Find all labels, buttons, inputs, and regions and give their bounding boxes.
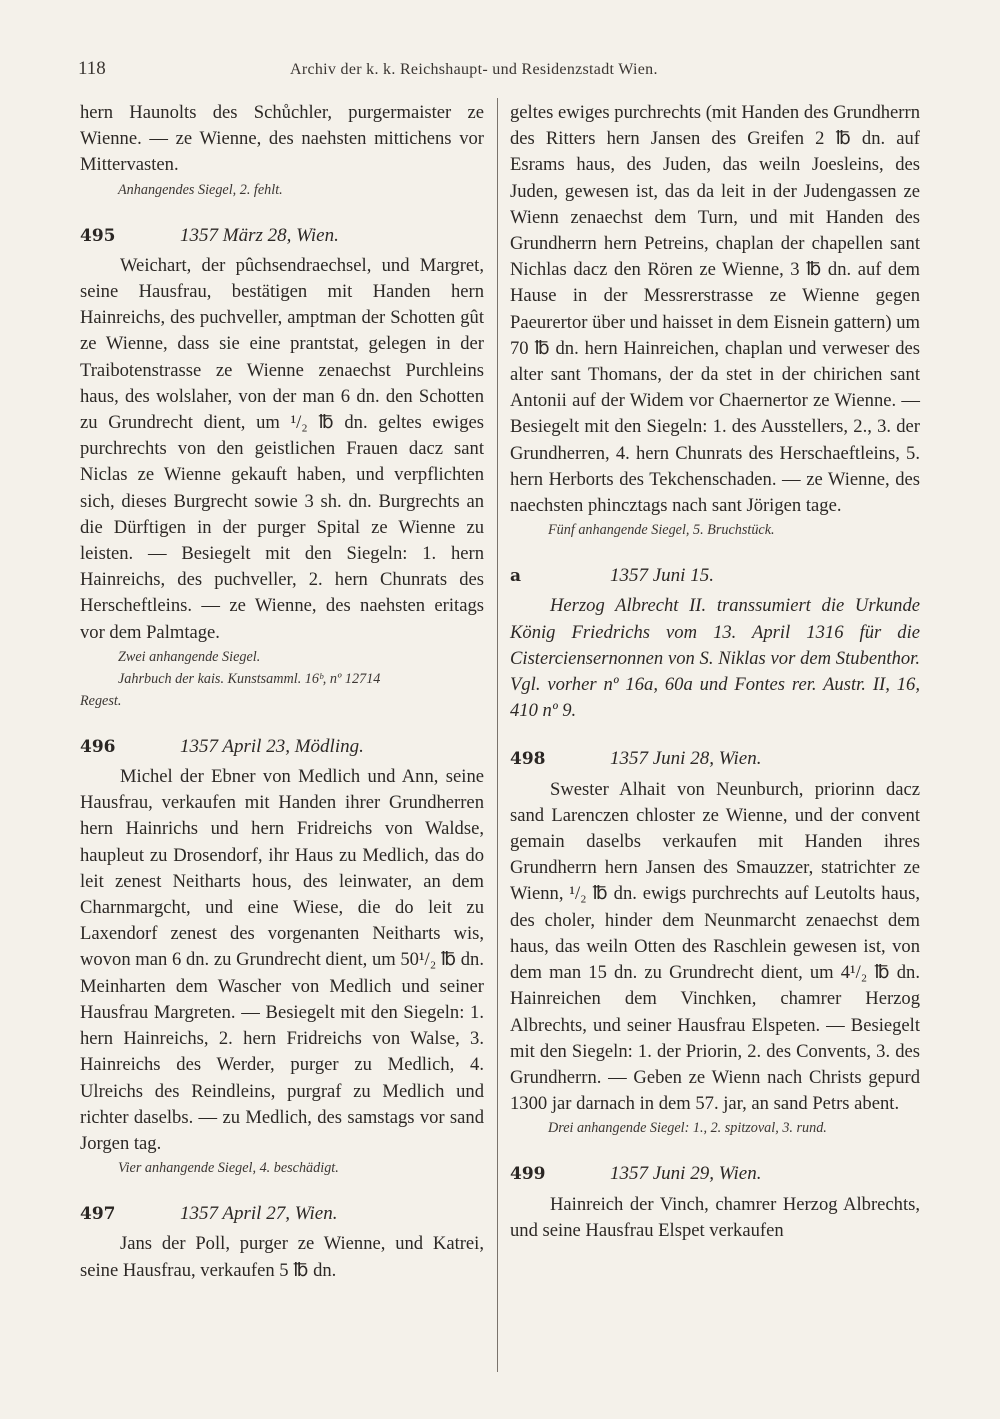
page-number: 118	[78, 58, 106, 79]
entry-date: 1357 März 28, Wien.	[180, 224, 339, 246]
seal-note: Vier anhangende Siegel, 4. beschädigt.	[118, 1160, 339, 1177]
entry-497-text: Jans der Poll, purger ze Wienne, und Katrei, seine Hausfrau, verkaufen 5 ℔ dn.	[80, 1233, 484, 1281]
entry-498-text: Swester Alhait von Neunburch, priorinn dacz sand Larenczen chloster ze Wienne, und der convent gemain daselbs verkaufen mit Handen ihres Grundherrn hern Jansen des Smauzzer, statrichter ze Wienn, ¹/₂ ℔ dn. ewigs purchrechts auf Leutolts haus, des choler, hinder dem Neunmarcht zenaechst dem haus, das weiln Otten des Raschlein gewesen ist, von dem man 15 dn. zu Grundrecht dient, um 4¹/₂ ℔ dn. Hainreichen dem Vinchken, chamrer Herzog Albrechts, und seiner Hausfrau Elspeten. — Besiegelt mit den Siegeln: 1. der Priorin, 2. des Convents, 3. des Grundherrn. — Geben ze Wienn nach Christs gepurd 1300 jar darnach in dem 57. jar, an sand Petrs abent.	[510, 778, 920, 1115]
continued-text: hern Haunolts des Schůchler, purgermaister ze Wienne. — ze Wienne, des naehsten mittichens vor Mittervasten.	[80, 102, 484, 176]
seal-note: Anhangendes Siegel, 2. fehlt.	[118, 181, 283, 198]
entry-date: 1357 April 27, Wien.	[180, 1203, 338, 1225]
entry-number: 498	[510, 749, 546, 770]
entry-number: a	[510, 566, 522, 587]
entry-499-text: Hainreich der Vinch, chamrer Herzog Albrechts, und seine Hausfrau Elspet verkaufen	[510, 1193, 920, 1241]
seal-note: Drei anhangende Siegel: 1., 2. spitzoval, 3. rund.	[548, 1120, 827, 1137]
seal-note: Zwei anhangende Siegel.	[118, 648, 261, 665]
page-header	[78, 58, 926, 88]
entry-a-text: Herzog Albrecht II. transsumiert die Urkunde König Friedrichs vom 13. April 1316 für die Cisterciensernonnen von S. Niklas vor dem Stubenthor. Vgl. vorher nº 16a, 60a und Fontes rer. Austr. II, 16, 410 nº 9.	[510, 595, 920, 722]
seal-note: Fünf anhangende Siegel, 5. Bruchstück.	[548, 522, 775, 539]
reference-note: Jahrbuch der kais. Kunstsamml. 16ᵇ, nº 12714	[118, 670, 381, 687]
entry-date: 1357 Juni 15.	[610, 565, 714, 587]
entry-498-header	[510, 746, 920, 772]
entry-a-header	[510, 563, 920, 589]
entry-date: 1357 Juni 28, Wien.	[610, 748, 762, 770]
column-divider	[497, 98, 498, 1372]
running-title: Archiv der k. k. Reichshaupt- und Residenzstadt Wien.	[290, 61, 658, 78]
right-column	[510, 100, 920, 1244]
entry-number: 496	[80, 736, 116, 757]
entry-499-header	[510, 1161, 920, 1187]
entry-number: 495	[80, 225, 116, 246]
continued-text: geltes ewiges purchrechts (mit Handen des Grundherrn des Ritters hern Jansen des Greifen 2 ℔ dn. auf Esrams haus, des Juden, das weiln Joesleins, des Juden, gewesen ist, das da leit in der Judengassen ze Wienn zenaechst dem Turn, und mit Handen des Grundherrn hern Petreins, chaplan der chapellen sant Nichlas dacz den Rören ze Wienne, 3 ℔ dn. auf dem Hause in der Messrerstrasse ze Wienne gegen Paeurertor über und haisset in dem Eisnein gattern) um 70 ℔ dn. hern Hainreichen, chaplan und verweser des alter sant Thomans, der da stet in der chirichen sant Antonii auf der Widem vor Chaernertor ze Wienne. — Besiegelt mit den Siegeln: 1. des Ausstellers, 2., 3. der Grundherren, 4. hern Chunrats des Herschaeftleins, 5. hern Herborts des Tekchenschaden. — ze Wienne, des naechsten phincztags nach sant Jörigen tage.	[510, 102, 920, 517]
regest-note: Regest.	[80, 692, 122, 709]
entry-date: 1357 April 23, Mödling.	[180, 735, 364, 757]
entry-number: 497	[80, 1204, 116, 1225]
entry-496-text: Michel der Ebner von Medlich und Ann, seine Hausfrau, verkaufen mit Handen ihrer Grundherren hern Hainrichs und hern Fridreichs von Waldse, haupleut zu Drosendorf, ihr Haus zu Medlich, das do leit zenest Neitharts hous, des leinwater, an dem Charnmargcht, und eine Wiese, die do leit zu Laxendorf zenest des vorgenanten Neitharts wis, wovon man 6 dn. zu Grundrecht dient, um 50¹/₂ ℔ dn. Meinharten dem Wascher von Medlich und seiner Hausfrau Margreten. — Besiegelt mit den Siegeln: 1. hern Hainreichs, 2. hern Fridreichs von Walse, 3. Hainreichs des Werder, purger zu Medlich, 4. Ulreichs des Reindleins, purgraf zu Medlich und richter daselbs. — zu Medlich, des samstags vor sand Jorgen tag.	[80, 766, 484, 1154]
left-column	[80, 100, 484, 1284]
entry-number: 499	[510, 1164, 546, 1185]
entry-495-text: Weichart, der pûchsendraechsel, und Margret, seine Hausfrau, bestätigen mit Handen hern Hainreichs, des puchveller, amptman der Schotten gût ze Wienne, dass sie eine prantstat, gelegen in der Traibotenstrasse ze Wienne zenaechst Purchleins haus, des wolslaher, von der man 6 dn. den Schotten zu Grundrecht dient, um ¹/₂ ℔ dn. geltes ewiges purchrechts von den geistlichen Frauen dacz sant Niclas ze Wienne gekauft haben, und verpflichten sich, dieses Burgrecht sowie 3 sh. dn. Burgrechts an die Dürftigen in der purger Spital ze Wienne zu leisten. — Besiegelt mit den Siegeln: 1. hern Hainreichs, des puchveller, 2. hern Chunrats des Herscheftleins. — ze Wienne, des naehsten eritags vor dem Palmtage.	[80, 254, 484, 643]
entry-date: 1357 Juni 29, Wien.	[610, 1163, 762, 1185]
entry-496-header	[80, 734, 484, 760]
entry-497-header	[80, 1201, 484, 1227]
entry-495-header	[80, 223, 484, 249]
